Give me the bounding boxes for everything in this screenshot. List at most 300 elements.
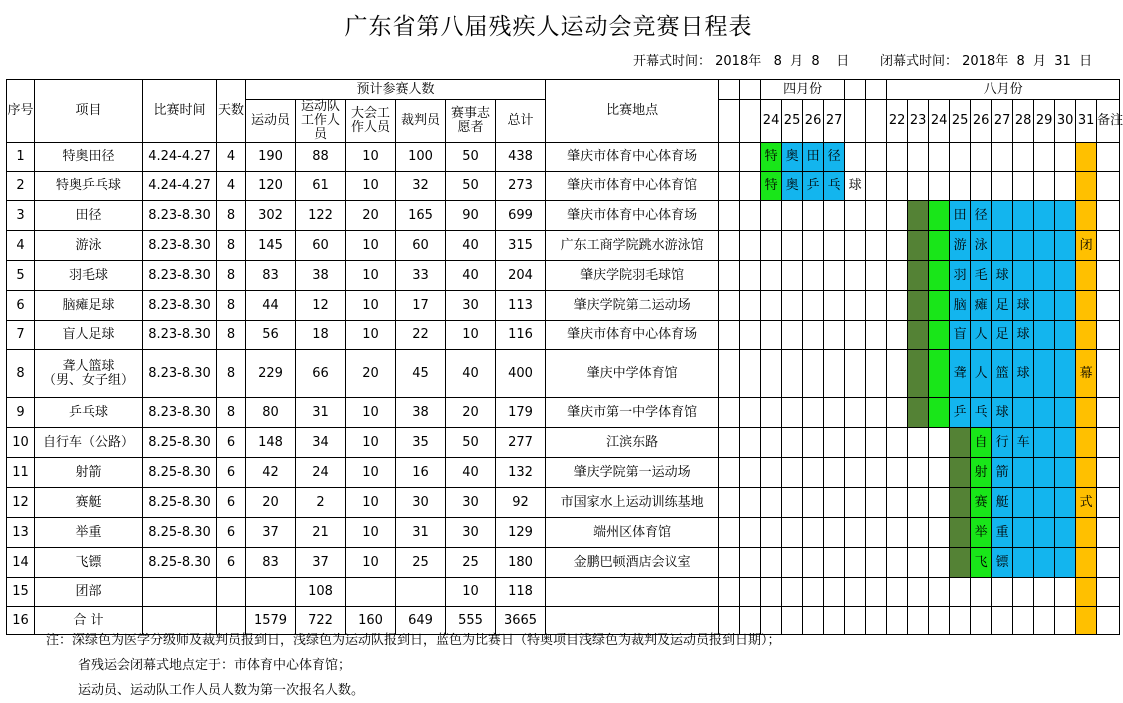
row-team-staff: 2 bbox=[296, 488, 346, 518]
row-athletes: 56 bbox=[246, 321, 296, 350]
calendar-cell bbox=[803, 350, 824, 398]
calendar-cell bbox=[803, 231, 824, 261]
calendar-cell: 泳 bbox=[971, 231, 992, 261]
calendar-cell: 射 bbox=[971, 458, 992, 488]
row-volunteers: 50 bbox=[446, 172, 496, 201]
row-venue: 肇庆市体育中心体育馆 bbox=[546, 172, 719, 201]
row-team-staff: 12 bbox=[296, 291, 346, 321]
calendar-cell bbox=[1076, 458, 1097, 488]
calendar-cell bbox=[740, 398, 761, 428]
row-athletes bbox=[246, 578, 296, 607]
row-conf-staff: 10 bbox=[346, 458, 396, 488]
calendar-cell: 自 bbox=[971, 428, 992, 458]
calendar-cell bbox=[950, 548, 971, 578]
calendar-cell bbox=[887, 518, 908, 548]
row-seq: 14 bbox=[7, 548, 35, 578]
closing-time: 闭幕式时间： 2018年 8 月 31 日 bbox=[880, 54, 1093, 69]
calendar-cell: 球 bbox=[845, 172, 866, 201]
calendar-cell: 赛 bbox=[971, 488, 992, 518]
calendar-cell bbox=[782, 548, 803, 578]
calendar-cell bbox=[908, 291, 929, 321]
calendar-cell bbox=[1013, 518, 1034, 548]
row-team-staff: 18 bbox=[296, 321, 346, 350]
row-volunteers: 40 bbox=[446, 261, 496, 291]
calendar-cell bbox=[740, 518, 761, 548]
row-volunteers: 25 bbox=[446, 548, 496, 578]
day-apr-25: 25 bbox=[782, 100, 803, 143]
calendar-cell bbox=[740, 321, 761, 350]
calendar-cell bbox=[719, 172, 740, 201]
row-team-staff: 122 bbox=[296, 201, 346, 231]
calendar-cell bbox=[866, 488, 887, 518]
row-seq: 13 bbox=[7, 518, 35, 548]
header-days: 天数 bbox=[217, 80, 246, 143]
calendar-cell bbox=[1076, 578, 1097, 607]
calendar-cell bbox=[1076, 321, 1097, 350]
calendar-cell bbox=[719, 398, 740, 428]
row-referees: 100 bbox=[396, 143, 446, 172]
calendar-cell bbox=[929, 488, 950, 518]
calendar-cell: 奥 bbox=[782, 172, 803, 201]
calendar-cell bbox=[908, 518, 929, 548]
footnotes bbox=[46, 628, 781, 703]
calendar-cell bbox=[1034, 143, 1055, 172]
calendar-cell bbox=[1013, 578, 1034, 607]
day-apr-26: 26 bbox=[803, 100, 824, 143]
calendar-cell bbox=[824, 291, 845, 321]
row-days: 4 bbox=[217, 143, 246, 172]
calendar-cell bbox=[761, 350, 782, 398]
row-venue: 肇庆市体育中心体育场 bbox=[546, 143, 719, 172]
calendar-cell bbox=[950, 428, 971, 458]
calendar-cell bbox=[803, 607, 824, 635]
row-seq: 1 bbox=[7, 143, 35, 172]
calendar-cell bbox=[719, 518, 740, 548]
table-row bbox=[7, 578, 1120, 607]
calendar-cell bbox=[845, 350, 866, 398]
calendar-cell bbox=[971, 143, 992, 172]
row-item bbox=[35, 428, 143, 458]
calendar-cell bbox=[1097, 548, 1120, 578]
row-total: 400 bbox=[496, 350, 546, 398]
row-time: 8.23-8.30 bbox=[143, 321, 217, 350]
calendar-cell bbox=[761, 458, 782, 488]
calendar-cell bbox=[908, 172, 929, 201]
opening-time: 开幕式时间： 2018年 8 月 8 日 bbox=[633, 54, 850, 69]
calendar-cell bbox=[1097, 518, 1120, 548]
calendar-cell bbox=[1097, 201, 1120, 231]
calendar-cell bbox=[740, 350, 761, 398]
calendar-cell bbox=[929, 143, 950, 172]
table-row bbox=[7, 261, 1120, 291]
row-total: 315 bbox=[496, 231, 546, 261]
row-team-staff: 38 bbox=[296, 261, 346, 291]
calendar-cell bbox=[761, 548, 782, 578]
row-seq: 15 bbox=[7, 578, 35, 607]
row-seq: 10 bbox=[7, 428, 35, 458]
row-time bbox=[143, 578, 217, 607]
calendar-cell bbox=[740, 458, 761, 488]
calendar-cell: 球 bbox=[1013, 321, 1034, 350]
row-time: 8.25-8.30 bbox=[143, 488, 217, 518]
row-item-name: 特奥田径 bbox=[62, 149, 115, 164]
calendar-cell bbox=[1034, 261, 1055, 291]
row-days: 6 bbox=[217, 488, 246, 518]
calendar-cell bbox=[1055, 428, 1076, 458]
calendar-cell bbox=[929, 458, 950, 488]
calendar-cell bbox=[1097, 488, 1120, 518]
row-venue: 金鹏巴顿酒店会议室 bbox=[546, 548, 719, 578]
calendar-cell bbox=[719, 291, 740, 321]
calendar-cell bbox=[929, 172, 950, 201]
calendar-cell: 人 bbox=[971, 350, 992, 398]
calendar-cell bbox=[1034, 350, 1055, 398]
table-row bbox=[7, 398, 1120, 428]
day-aug-25: 25 bbox=[950, 100, 971, 143]
row-days: 6 bbox=[217, 458, 246, 488]
row-item-name: 田径 bbox=[75, 207, 102, 223]
calendar-cell bbox=[782, 488, 803, 518]
row-venue: 肇庆市体育中心体育场 bbox=[546, 201, 719, 231]
calendar-cell bbox=[971, 607, 992, 635]
calendar-cell bbox=[803, 321, 824, 350]
calendar-cell bbox=[1097, 261, 1120, 291]
header-row-1 bbox=[7, 80, 1120, 100]
page-title: 广东省第八届残疾人运动会竞赛日程表 bbox=[344, 14, 753, 40]
row-item-subtitle: （男、女子组） bbox=[42, 372, 134, 388]
table-row bbox=[7, 201, 1120, 231]
calendar-cell bbox=[887, 548, 908, 578]
calendar-cell: 聋 bbox=[950, 350, 971, 398]
row-venue: 肇庆市第一中学体育馆 bbox=[546, 398, 719, 428]
calendar-cell bbox=[824, 548, 845, 578]
calendar-cell: 足 bbox=[992, 321, 1013, 350]
row-conf-staff: 10 bbox=[346, 488, 396, 518]
row-athletes: 42 bbox=[246, 458, 296, 488]
row-venue: 江滨东路 bbox=[546, 428, 719, 458]
calendar-cell: 人 bbox=[971, 321, 992, 350]
row-venue: 肇庆中学体育馆 bbox=[546, 350, 719, 398]
row-venue bbox=[546, 578, 719, 607]
row-seq: 7 bbox=[7, 321, 35, 350]
calendar-cell bbox=[992, 172, 1013, 201]
header-participants: 预计参赛人数 bbox=[246, 80, 546, 100]
row-conf-staff: 10 bbox=[346, 428, 396, 458]
row-total: 116 bbox=[496, 321, 546, 350]
calendar-cell: 游 bbox=[950, 231, 971, 261]
calendar-cell bbox=[992, 143, 1013, 172]
calendar-cell bbox=[719, 548, 740, 578]
calendar-cell bbox=[1034, 607, 1055, 635]
row-referees: 30 bbox=[396, 488, 446, 518]
row-athletes: 20 bbox=[246, 488, 296, 518]
calendar-cell bbox=[866, 143, 887, 172]
row-item-name: 飞镖 bbox=[75, 554, 102, 570]
day-aug-26: 26 bbox=[971, 100, 992, 143]
calendar-cell bbox=[1055, 607, 1076, 635]
calendar-cell bbox=[887, 350, 908, 398]
calendar-cell: 田 bbox=[950, 201, 971, 231]
calendar-cell: 乒 bbox=[950, 398, 971, 428]
row-seq: 2 bbox=[7, 172, 35, 201]
calendar-cell: 球 bbox=[1013, 350, 1034, 398]
calendar-cell bbox=[782, 458, 803, 488]
row-time: 8.23-8.30 bbox=[143, 231, 217, 261]
calendar-cell bbox=[887, 398, 908, 428]
calendar-cell bbox=[1097, 607, 1120, 635]
calendar-cell bbox=[845, 201, 866, 231]
header-volunteers: 赛事志愿者 bbox=[446, 100, 496, 143]
calendar-cell bbox=[740, 172, 761, 201]
row-item bbox=[35, 291, 143, 321]
calendar-cell bbox=[824, 350, 845, 398]
row-total: 118 bbox=[496, 578, 546, 607]
calendar-cell bbox=[803, 261, 824, 291]
calendar-cell bbox=[740, 143, 761, 172]
calendar-cell bbox=[992, 578, 1013, 607]
row-time: 8.25-8.30 bbox=[143, 458, 217, 488]
calendar-cell bbox=[887, 261, 908, 291]
calendar-cell bbox=[866, 231, 887, 261]
row-team-staff: 60 bbox=[296, 231, 346, 261]
calendar-cell: 乒 bbox=[803, 172, 824, 201]
row-conf-staff: 10 bbox=[346, 172, 396, 201]
row-venue: 端州区体育馆 bbox=[546, 518, 719, 548]
row-team-staff: 88 bbox=[296, 143, 346, 172]
row-item-name: 自行车（公路） bbox=[42, 434, 134, 450]
calendar-cell bbox=[866, 548, 887, 578]
row-referees: 649 bbox=[396, 607, 446, 635]
row-referees: 22 bbox=[396, 321, 446, 350]
row-item bbox=[35, 143, 143, 172]
calendar-cell bbox=[719, 578, 740, 607]
calendar-cell bbox=[740, 428, 761, 458]
calendar-cell: 闭 bbox=[1076, 231, 1097, 261]
note-legend: 注：深绿色为医学分级师及裁判员报到日，浅绿色为运动队报到日，蓝色为比赛日（特奥项目浅绿色为裁判及运动员报到日期）； bbox=[46, 633, 781, 648]
row-referees: 60 bbox=[396, 231, 446, 261]
calendar-cell bbox=[719, 201, 740, 231]
calendar-cell bbox=[1055, 458, 1076, 488]
calendar-cell: 飞 bbox=[971, 548, 992, 578]
calendar-cell bbox=[1076, 398, 1097, 428]
calendar-cell bbox=[1034, 231, 1055, 261]
row-time: 8.23-8.30 bbox=[143, 350, 217, 398]
calendar-cell bbox=[1013, 458, 1034, 488]
calendar-cell bbox=[761, 201, 782, 231]
row-total: 179 bbox=[496, 398, 546, 428]
row-volunteers: 30 bbox=[446, 291, 496, 321]
header-april: 四月份 bbox=[761, 80, 845, 100]
calendar-cell bbox=[887, 231, 908, 261]
row-total: 204 bbox=[496, 261, 546, 291]
calendar-cell bbox=[824, 458, 845, 488]
calendar-cell bbox=[824, 578, 845, 607]
calendar-cell bbox=[1076, 172, 1097, 201]
day-aug-22: 22 bbox=[887, 100, 908, 143]
row-team-staff: 61 bbox=[296, 172, 346, 201]
calendar-cell bbox=[803, 548, 824, 578]
calendar-cell bbox=[761, 488, 782, 518]
calendar-cell bbox=[929, 231, 950, 261]
calendar-cell bbox=[1055, 488, 1076, 518]
row-team-staff: 722 bbox=[296, 607, 346, 635]
calendar-cell: 球 bbox=[1013, 291, 1034, 321]
calendar-cell bbox=[1076, 607, 1097, 635]
calendar-cell bbox=[908, 578, 929, 607]
row-seq: 3 bbox=[7, 201, 35, 231]
row-volunteers: 40 bbox=[446, 231, 496, 261]
calendar-cell bbox=[1097, 398, 1120, 428]
calendar-cell bbox=[1097, 291, 1120, 321]
row-volunteers: 10 bbox=[446, 578, 496, 607]
calendar-cell bbox=[740, 548, 761, 578]
calendar-cell bbox=[824, 231, 845, 261]
row-total: 699 bbox=[496, 201, 546, 231]
calendar-cell: 径 bbox=[971, 201, 992, 231]
table-row bbox=[7, 548, 1120, 578]
header-referees: 裁判员 bbox=[396, 100, 446, 143]
row-athletes: 37 bbox=[246, 518, 296, 548]
calendar-cell bbox=[908, 350, 929, 398]
table-row bbox=[7, 350, 1120, 398]
row-item-name: 脑瘫足球 bbox=[62, 297, 115, 313]
calendar-cell bbox=[1097, 172, 1120, 201]
row-total: 438 bbox=[496, 143, 546, 172]
calendar-cell: 镖 bbox=[992, 548, 1013, 578]
calendar-cell bbox=[782, 398, 803, 428]
calendar-cell: 田 bbox=[803, 143, 824, 172]
calendar-cell bbox=[824, 261, 845, 291]
row-days: 8 bbox=[217, 201, 246, 231]
calendar-cell bbox=[929, 261, 950, 291]
calendar-cell bbox=[929, 518, 950, 548]
calendar-cell bbox=[845, 321, 866, 350]
row-team-staff: 34 bbox=[296, 428, 346, 458]
calendar-cell bbox=[803, 201, 824, 231]
row-time: 8.25-8.30 bbox=[143, 548, 217, 578]
header-total: 总计 bbox=[496, 100, 546, 143]
calendar-cell bbox=[929, 428, 950, 458]
calendar-cell bbox=[845, 607, 866, 635]
calendar-cell bbox=[1055, 518, 1076, 548]
calendar-cell bbox=[908, 231, 929, 261]
calendar-cell bbox=[929, 548, 950, 578]
calendar-cell bbox=[866, 458, 887, 488]
calendar-cell bbox=[719, 261, 740, 291]
calendar-cell bbox=[908, 428, 929, 458]
row-item bbox=[35, 548, 143, 578]
calendar-cell bbox=[845, 291, 866, 321]
row-time: 8.23-8.30 bbox=[143, 201, 217, 231]
calendar-cell bbox=[782, 321, 803, 350]
calendar-cell: 乓 bbox=[971, 398, 992, 428]
calendar-cell: 篮 bbox=[992, 350, 1013, 398]
row-total: 180 bbox=[496, 548, 546, 578]
row-athletes: 120 bbox=[246, 172, 296, 201]
calendar-cell bbox=[1097, 350, 1120, 398]
row-conf-staff: 10 bbox=[346, 548, 396, 578]
calendar-cell bbox=[908, 261, 929, 291]
row-item-name: 赛艇 bbox=[75, 494, 102, 510]
calendar-cell bbox=[719, 231, 740, 261]
calendar-cell bbox=[929, 321, 950, 350]
row-total: 132 bbox=[496, 458, 546, 488]
calendar-cell bbox=[887, 458, 908, 488]
calendar-cell: 特 bbox=[761, 143, 782, 172]
calendar-cell bbox=[845, 143, 866, 172]
calendar-cell bbox=[1055, 291, 1076, 321]
calendar-cell bbox=[992, 201, 1013, 231]
row-item-name: 聋人篮球 bbox=[62, 358, 115, 374]
calendar-cell bbox=[1076, 428, 1097, 458]
calendar-cell bbox=[887, 321, 908, 350]
calendar-cell bbox=[1097, 143, 1120, 172]
calendar-cell bbox=[887, 201, 908, 231]
table-row bbox=[7, 321, 1120, 350]
header-time: 比赛时间 bbox=[143, 80, 217, 143]
calendar-cell bbox=[1055, 231, 1076, 261]
calendar-cell: 瘫 bbox=[971, 291, 992, 321]
row-referees: 17 bbox=[396, 291, 446, 321]
row-conf-staff bbox=[346, 578, 396, 607]
calendar-cell bbox=[908, 607, 929, 635]
row-days: 8 bbox=[217, 398, 246, 428]
header-conf-staff: 大会工作人员 bbox=[346, 100, 396, 143]
calendar-cell bbox=[1034, 291, 1055, 321]
row-referees bbox=[396, 578, 446, 607]
calendar-cell bbox=[929, 607, 950, 635]
calendar-cell bbox=[824, 488, 845, 518]
calendar-cell bbox=[824, 428, 845, 458]
calendar-cell bbox=[845, 428, 866, 458]
calendar-cell bbox=[908, 548, 929, 578]
calendar-cell bbox=[1013, 548, 1034, 578]
table-row bbox=[7, 172, 1120, 201]
row-conf-staff: 10 bbox=[346, 398, 396, 428]
calendar-cell bbox=[866, 518, 887, 548]
calendar-cell bbox=[719, 321, 740, 350]
calendar-cell bbox=[950, 518, 971, 548]
calendar-cell bbox=[782, 261, 803, 291]
calendar-cell bbox=[845, 231, 866, 261]
calendar-cell bbox=[866, 578, 887, 607]
calendar-cell bbox=[1076, 261, 1097, 291]
calendar-cell bbox=[950, 172, 971, 201]
calendar-cell: 特 bbox=[761, 172, 782, 201]
row-athletes: 302 bbox=[246, 201, 296, 231]
row-item bbox=[35, 518, 143, 548]
calendar-cell bbox=[908, 488, 929, 518]
calendar-cell bbox=[1076, 291, 1097, 321]
table-row bbox=[7, 231, 1120, 261]
row-athletes: 190 bbox=[246, 143, 296, 172]
table-row bbox=[7, 143, 1120, 172]
calendar-cell bbox=[1097, 321, 1120, 350]
calendar-cell: 球 bbox=[992, 261, 1013, 291]
calendar-cell bbox=[761, 261, 782, 291]
table-row bbox=[7, 291, 1120, 321]
row-referees: 25 bbox=[396, 548, 446, 578]
row-conf-staff: 10 bbox=[346, 321, 396, 350]
calendar-cell bbox=[782, 350, 803, 398]
row-volunteers: 30 bbox=[446, 488, 496, 518]
day-aug-29: 29 bbox=[1034, 100, 1055, 143]
calendar-cell bbox=[1013, 231, 1034, 261]
calendar-cell bbox=[1034, 172, 1055, 201]
note-closing-venue: 省残运会闭幕式地点定于：市体育中心体育馆； bbox=[78, 658, 352, 673]
row-seq: 6 bbox=[7, 291, 35, 321]
calendar-cell bbox=[761, 578, 782, 607]
